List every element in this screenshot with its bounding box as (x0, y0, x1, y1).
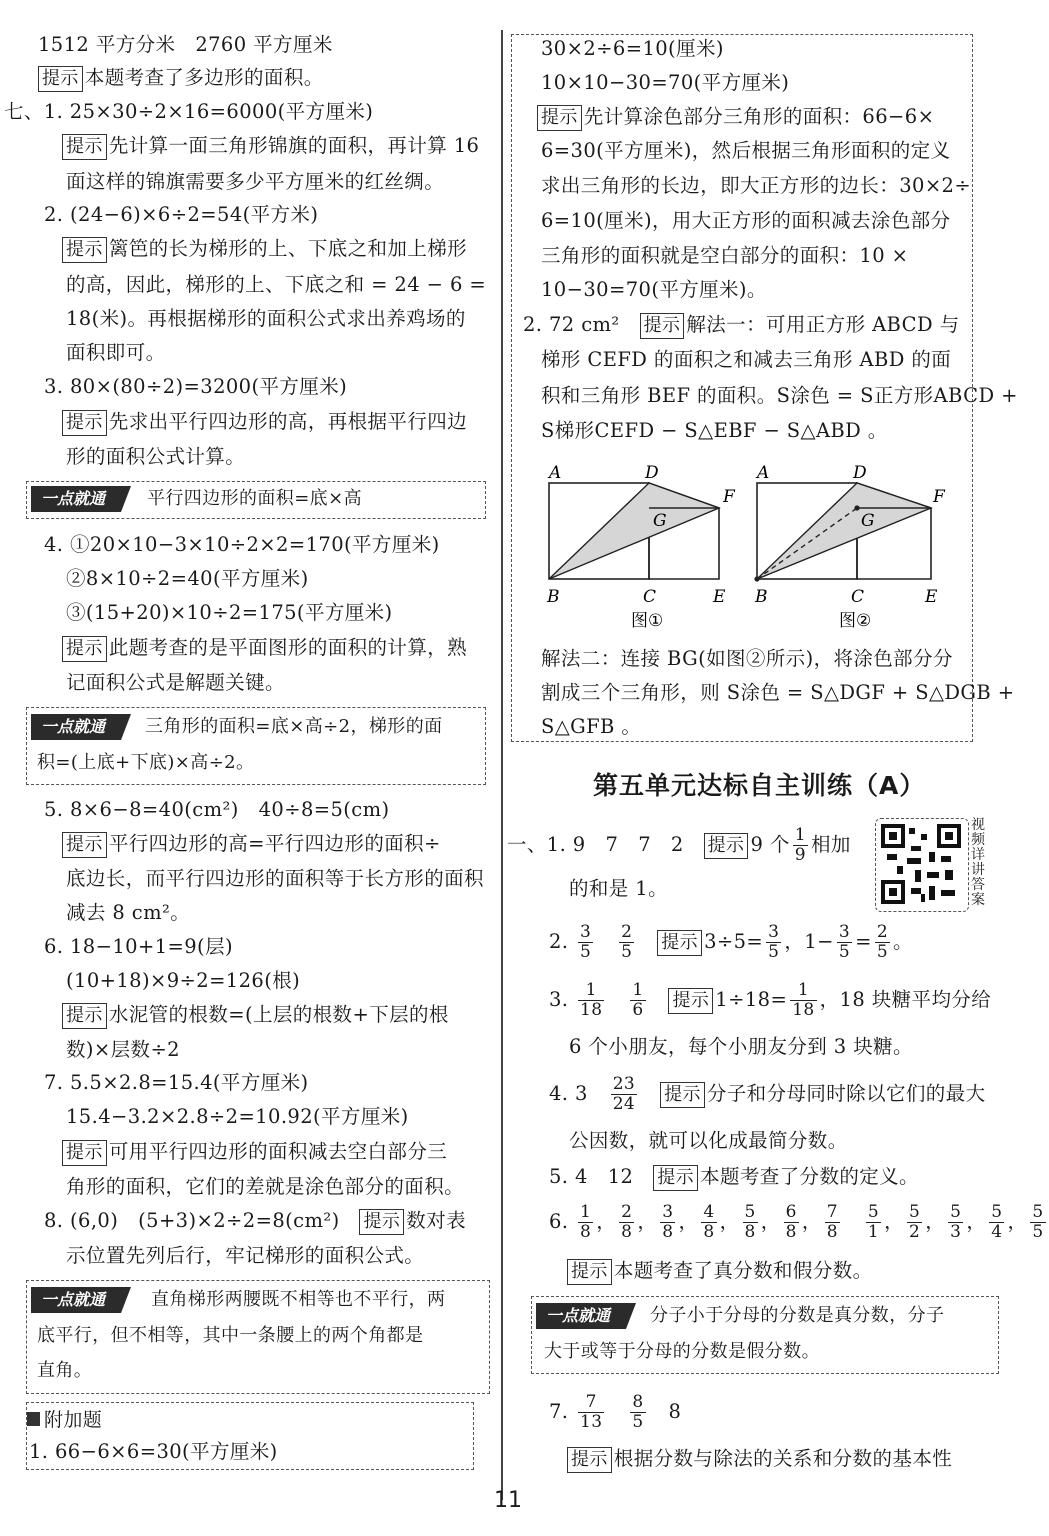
text-line: 数)×层数÷2 (66, 1038, 180, 1061)
svg-text:E: E (925, 587, 938, 607)
tip-text: 分子小于分母的分数是真分数，分子 (650, 1305, 945, 1326)
tip-badge: 一点就通 (31, 1287, 121, 1313)
svg-text:F: F (723, 487, 735, 507)
answer-line: 15.4−3.2×2.8÷2=10.92(平方厘米) (66, 1105, 409, 1128)
hint-tag: 提示 (38, 66, 83, 92)
answer-line: 10×10−30=70(平方厘米) (541, 71, 790, 94)
hint-line: 提示 本题考查了多边形的面积。 (38, 63, 324, 93)
text-line: 角形的面积，它们的差就是涂色部分的面积。 (66, 1175, 465, 1198)
tip-box (26, 1280, 490, 1394)
qr-code-icon (881, 824, 961, 904)
svg-text:G: G (653, 511, 667, 531)
tip-text: 三角形的面积=底×高÷2，梯形的面 (145, 716, 443, 737)
text-line: 10−30=70(平方厘米)。 (541, 278, 767, 301)
text-line: 底边长，而平行四边形的面积等于长方形的面积 (66, 867, 484, 890)
svg-text:C: C (851, 587, 865, 607)
improper-fractions: $\frac{5}{1}$ ， $\frac{5}{2}$ ， $\frac{5}{3}$ ， $\frac{5}{4}$ ， $\frac{5}{5}$ (867, 1202, 1044, 1242)
figure-caption: 图② (839, 611, 872, 631)
svg-text:A: A (757, 463, 770, 483)
answer-line: 2. 72 cm² 提示 解法一：可用正方形 ABCD 与 (523, 310, 960, 340)
tip-box (531, 1296, 999, 1374)
answer-line: 7. 5.5×2.8=15.4(平方厘米) (44, 1071, 309, 1094)
answer-line: 七、1. 25×30÷2×16=6000(平方厘米) (4, 100, 374, 123)
svg-text:F: F (933, 487, 945, 507)
text-line: 的和是 1。 (569, 877, 669, 900)
qr-label: 视频详讲答案 (971, 817, 985, 908)
text-line: 面积即可。 (66, 341, 166, 364)
text-line: 记面积公式是解题关键。 (66, 671, 285, 694)
text-line: 割成三个三角形，则 S涂色 = S△DGF + S△DGB + (541, 681, 1015, 704)
hint-line: 提示 先计算一面三角形锦旗的面积，再计算 16 (62, 131, 479, 161)
hint-line: 提示 篱笆的长为梯形的上、下底之和加上梯形 (62, 234, 467, 264)
hint-line: 提示 根据分数与除法的关系和分数的基本性 (567, 1444, 952, 1474)
text-line: 的高，因此，梯形的上、下底之和 = 24 − 6 = (66, 273, 487, 296)
svg-text:B: B (755, 587, 768, 607)
hint-line: 提示 平行四边形的高=平行四边形的面积÷ (62, 829, 441, 859)
tip-badge: 一点就通 (31, 714, 121, 740)
fraction: $\frac{5}{5}$ (1032, 1202, 1044, 1242)
figure-caption: 图① (631, 611, 664, 631)
answer-line: 3. 80×(80÷2)=3200(平方厘米) (44, 375, 348, 398)
label-A: A (549, 463, 562, 483)
svg-text:G: G (861, 511, 875, 531)
qr-code[interactable] (875, 818, 993, 914)
answer-line: 一、1. 9 7 7 2 提示 9 个 $\frac{1}{9}$ 相加 (507, 825, 851, 865)
text-line: 积和三角形 BEF 的面积。S涂色 = S正方形ABCD + (541, 384, 1018, 407)
tip-text: 直角梯形两腰既不相等也不平行，两 (151, 1289, 446, 1310)
answer-line: 1. 66−6×6=30(平方厘米) (29, 1440, 278, 1463)
hint-line: 提示 水泥管的根数=(上层的根数+下层的根 (62, 1000, 449, 1030)
text-line: 18(米)。再根据梯形的面积公式求出养鸡场的 (66, 307, 466, 330)
svg-text:D: D (645, 463, 659, 483)
fraction: $\frac{3}{8}$ (662, 1202, 674, 1242)
answer-line: 7. $\frac{7}{13}$ $\frac{8}{5}$ 8 (549, 1392, 682, 1432)
text-line: 6=10(厘米)，用大正方形的面积减去涂色部分 (541, 209, 951, 232)
hint-line: 提示 可用平行四边形的面积减去空白部分三 (62, 1137, 447, 1167)
extra-box (26, 1402, 474, 1470)
text-line: 公因数，就可以化成最简分数。 (569, 1129, 848, 1152)
text-line: 梯形 CEFD 的面积之和减去三角形 ABD 的面 (541, 348, 952, 371)
answer-line: 3. $\frac{1}{18}$ $\frac{1}{6}$ 提示 1÷18= $\frac{1}{18}$ ，18 块糖平均分给 (549, 980, 992, 1020)
tip-text: 直角。 (37, 1360, 93, 1381)
text-line: S△GFB 。 (541, 715, 642, 738)
answer-line: 4. 3 $\frac{23}{24}$ 提示 分子和分母同时除以它们的最大 (549, 1074, 986, 1114)
answer-line: ②8×10÷2=40(平方厘米) (66, 567, 309, 590)
figure-2 (743, 458, 953, 633)
fraction: $\frac{2}{8}$ (621, 1202, 633, 1242)
answer-line: 5. 4 12 提示 本题考查了分数的定义。 (549, 1162, 919, 1192)
page-number: 11 (494, 1488, 522, 1513)
hint-line: 提示 本题考查了真分数和假分数。 (567, 1256, 873, 1286)
answer-line: (10+18)×9÷2=126(根) (66, 969, 301, 992)
text-line: 形的面积公式计算。 (66, 445, 246, 468)
extra-title: 附加题 (27, 1405, 102, 1435)
text-line: 解法二：连接 BG(如图②所示)，将涂色部分分 (541, 647, 953, 670)
fraction: $\frac{4}{8}$ (703, 1202, 715, 1242)
proper-fractions: $\frac{1}{8}$ ， $\frac{2}{8}$ ， $\frac{3}{8}$ ， $\frac{4}{8}$ ， $\frac{5}{8}$ ， $\frac{6}{8}$ ， $\frac{7}{8}$ (580, 1202, 838, 1242)
fraction: $\frac{5}{8}$ (744, 1202, 756, 1242)
square-icon (27, 1412, 40, 1426)
answer-line: 6. 18−10+1=9(层) (44, 935, 233, 958)
fraction: $\frac{5}{1}$ (867, 1202, 880, 1242)
tip-text: 平行四边形的面积=底×高 (147, 488, 362, 509)
answer-line: 30×2÷6=10(厘米) (541, 37, 724, 60)
text-line: 6 个小朋友，每个小朋友分到 3 块糖。 (569, 1035, 913, 1058)
answer-line: ③(15+20)×10÷2=175(平方厘米) (66, 601, 393, 624)
text-line: 求出三角形的长边，即大正方形的边长：30×2÷ (541, 174, 972, 197)
svg-text:E: E (713, 587, 726, 607)
tip-text: 积=(上底+下底)×高÷2。 (37, 752, 255, 773)
answer-line: 6. $\frac{1}{8}$ ， $\frac{2}{8}$ ， $\frac{3}{8}$ ， $\frac{4}{8}$ ， $\frac{5}{8}$ ， $\frac{6}{8}$ ， $\frac{7}{8}$ $\frac{5}{1}$ ， $\frac{5}{2}$ ， $\frac{5}{3}$ ， $\frac{5}{4}$ ， $\frac{5}{5}$ (549, 1200, 1049, 1244)
hint-line: 提示 先计算涂色部分三角形的面积：66−6× (537, 102, 934, 132)
svg-text:B: B (547, 587, 560, 607)
answer-line: 2. $\frac{3}{5}$ $\frac{2}{5}$ 提示 3÷5= $\frac{3}{5}$ ，1− $\frac{3}{5}$ = $\frac{2}{5}$ 。 (549, 922, 913, 962)
section-title: 第五单元达标自主训练（A） (593, 771, 926, 800)
fraction: $\frac{1}{8}$ (580, 1202, 592, 1242)
hint-line: 提示 先求出平行四边形的高，再根据平行四边 (62, 407, 467, 437)
answer-line: 5. 8×6−8=40(cm²) 40÷8=5(cm) (44, 798, 390, 821)
svg-text:D: D (853, 463, 867, 483)
tip-text: 大于或等于分母的分数是假分数。 (544, 1341, 820, 1362)
tip-text: 底平行，但不相等，其中一条腰上的两个角都是 (37, 1325, 424, 1346)
fraction: $\frac{5}{2}$ (909, 1202, 921, 1242)
svg-text:C: C (643, 587, 657, 607)
fraction: $\frac{6}{8}$ (785, 1202, 797, 1242)
fraction: $\frac{5}{4}$ (991, 1202, 1003, 1242)
tip-badge: 一点就通 (31, 486, 121, 512)
answer-line: 1512 平方分米 2760 平方厘米 (38, 33, 333, 56)
answer-line: 4. ①20×10−3×10÷2×2=170(平方厘米) (44, 533, 440, 556)
text-line: 三角形的面积就是空白部分的面积：10 × (541, 244, 909, 267)
hint-line: 提示 此题考查的是平面图形的面积的计算，熟 (62, 633, 467, 663)
fraction: $\frac{7}{8}$ (826, 1202, 838, 1242)
text-line: 6=30(平方厘米)，然后根据三角形面积的定义 (541, 139, 951, 162)
text-line: 减去 8 cm²。 (66, 901, 191, 924)
answer-line: 2. (24−6)×6÷2=54(平方米) (44, 203, 319, 226)
answer-line: 8. (6,0) (5+3)×2÷2=8(cm²) 提示 数对表 (44, 1206, 466, 1236)
text-line: S梯形CEFD − S△EBF − S△ABD 。 (541, 419, 888, 442)
fraction: $\frac{5}{3}$ (950, 1202, 962, 1242)
text-line: 面这样的锦旗需要多少平方厘米的红丝绸。 (66, 170, 445, 193)
tip-badge: 一点就通 (536, 1303, 626, 1329)
text-line: 示位置先列后行，牢记梯形的面积公式。 (66, 1244, 425, 1267)
tip-box (26, 481, 486, 519)
figure-1 (535, 458, 735, 633)
tip-box (26, 707, 486, 785)
column-divider (501, 30, 503, 1500)
